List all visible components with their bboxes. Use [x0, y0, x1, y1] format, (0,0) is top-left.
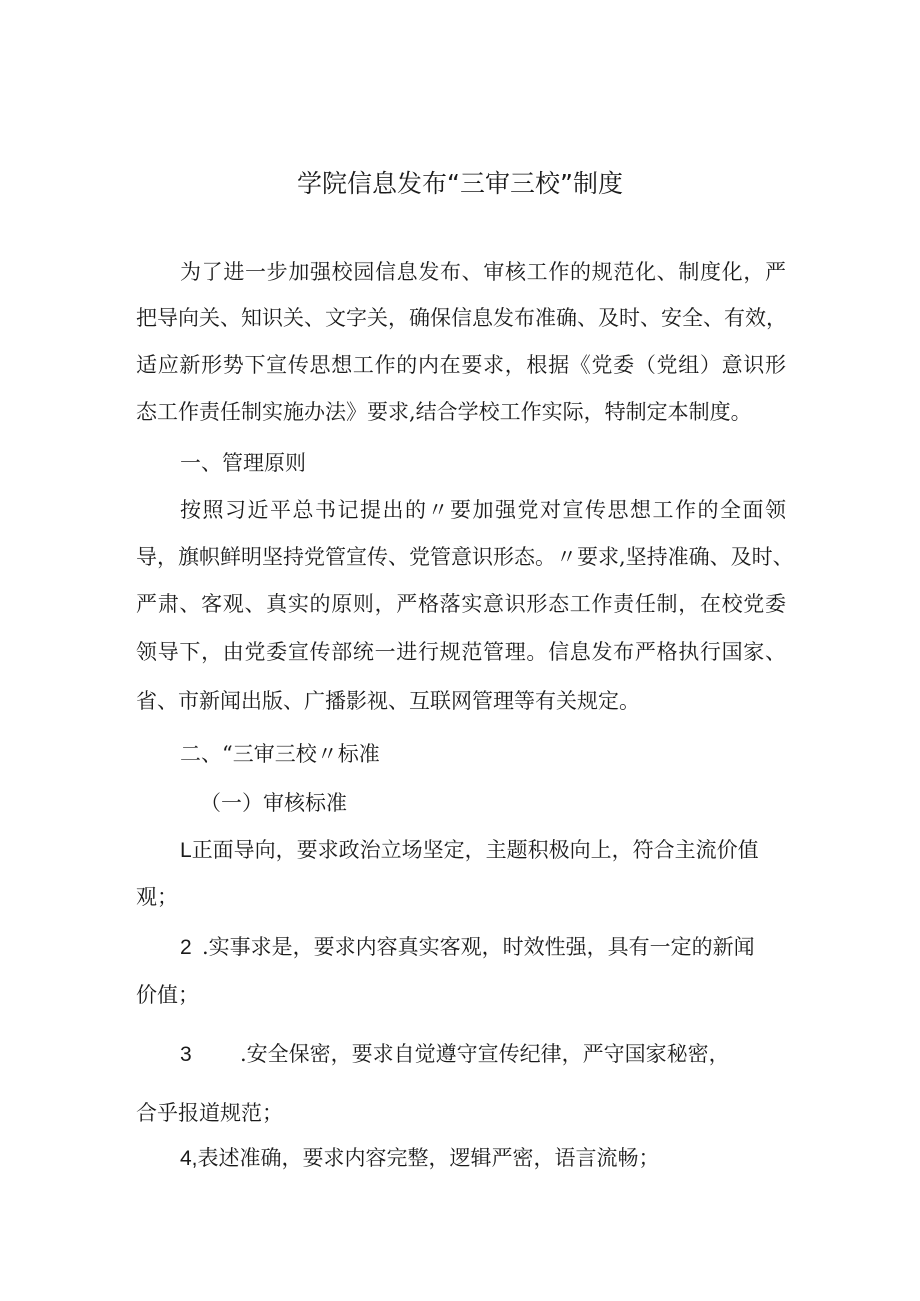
section1-line-3: 严肃、客观、真实的原则，严格落实意识形态工作责任制，在校党委 — [136, 592, 786, 616]
list-item-4 — [180, 1143, 786, 1174]
list-item-1-text: 正面导向，要求政治立场坚定，主题积极向上，符合主流价值 — [191, 838, 759, 862]
list-item-1-continuation: 观； — [136, 885, 178, 909]
list-item-2-text: .实事求是，要求内容真实客观，时效性强，具有一定的新闻 — [202, 935, 755, 959]
section1-line-2: 导，旗帜鲜明坚持党管宣传、党管意识形态。〃要求,坚持准确、及时、 — [136, 545, 794, 569]
intro-line-3: 适应新形势下宣传思想工作的内在要求，根据《党委（党组）意识形 — [136, 353, 786, 377]
section1-line-1: 按照习近平总书记提出的〃要加强党对宣传思想工作的全面领 — [180, 498, 786, 522]
list-item-3-continuation: 合乎报道规范； — [136, 1101, 283, 1125]
section-heading-2: 二、“三审三校〃标准 — [180, 742, 380, 766]
intro-line-1: 为了进一步加强校园信息发布、审核工作的规范化、制度化，严 — [180, 260, 786, 284]
list-item-4-text: 表述准确，要求内容完整，逻辑严密，语言流畅； — [197, 1146, 660, 1170]
section1-line-4: 领导下，由党委宣传部统一进行规范管理。信息发布严格执行国家、 — [136, 640, 786, 664]
section-heading-1: 一、管理原则 — [180, 451, 306, 475]
list-item-1-number: L — [180, 839, 192, 862]
list-item-3 — [180, 1039, 786, 1070]
subsection-heading-1: （一）审核标准 — [200, 791, 347, 815]
list-item-2-continuation: 价值； — [136, 983, 199, 1007]
section1-line-5: 省、市新闻出版、广播影视、互联网管理等有关规定。 — [136, 689, 640, 713]
list-item-3-number: 3 — [180, 1043, 192, 1066]
list-item-2 — [180, 932, 786, 963]
intro-line-4: 态工作责任制实施办法》要求,结合学校工作实际，特制定本制度。 — [136, 400, 752, 424]
list-item-3-text: .安全保密，要求自觉遵守宣传纪律，严守国家秘密， — [240, 1042, 730, 1066]
document-title: 学院信息发布“三审三校”制度 — [297, 169, 623, 198]
list-item-1 — [180, 835, 786, 866]
list-item-4-number: 4, — [180, 1147, 198, 1170]
intro-line-2: 把导向关、知识关、文字关，确保信息发布准确、及时、安全、有效， — [136, 306, 787, 330]
list-item-2-number: 2 — [180, 936, 192, 959]
